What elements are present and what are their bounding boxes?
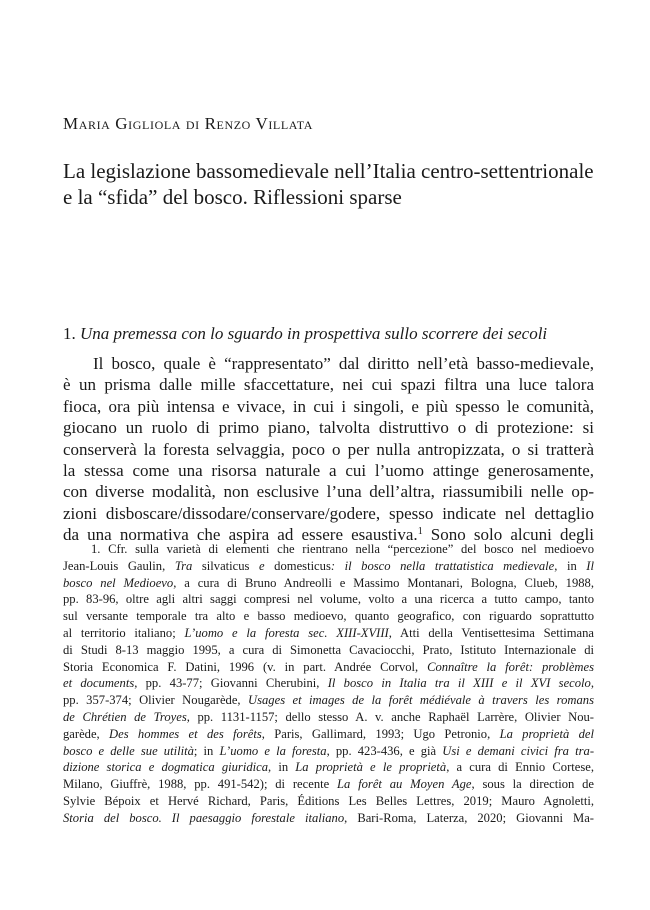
footnote-line — [63, 726, 594, 743]
footnote-line — [63, 541, 594, 558]
footnote-run: 1. Cfr. sulla varietà di elementi che rientrano nella “percezione” del bosco nel medioevo — [91, 542, 594, 556]
footnote-run: , Paris, Gallimard, 1993; Ugo Petronio, — [261, 726, 500, 741]
footnote-italic-run: La proprietà e le proprietà — [295, 760, 447, 775]
footnote-run: , in — [554, 558, 587, 573]
footnote-italic-run: et documents — [63, 676, 135, 691]
footnote-italic-run: Connaître la forêt: problèmes — [427, 659, 595, 674]
footnote-line — [63, 608, 594, 625]
body-line: con diverse modalità, non esclusive l’una dell’altra, riassumibili nelle op- — [63, 482, 594, 502]
footnote-line — [63, 692, 594, 709]
footnote-run: sul versante temporale tra alto e basso medioevo, quanto geografico, con riguardo soprattutto — [63, 609, 594, 624]
footnote-run: , sous la direction de — [471, 777, 594, 792]
footnote-line — [63, 575, 594, 592]
footnote-italic-run: Tra — [174, 558, 193, 573]
author-name: Maria Gigliola di Renzo Villata — [63, 114, 313, 133]
footnote-italic-run: La forêt au Moyen Age — [337, 777, 472, 792]
body-paragraph — [63, 353, 594, 546]
footnote-italic-run: bosco nel Medioevo — [63, 575, 174, 590]
footnote-line — [63, 776, 594, 793]
footnote-run: , Bari-Roma, Laterza, 2020; Giovanni Ma- — [344, 810, 594, 825]
footnote-line — [63, 675, 594, 692]
footnote-run: , a cura di Ennio Cortese, — [446, 760, 594, 775]
footnote-italic-run: Il bosco in Italia tra il XIII e il XVI secolo — [327, 676, 591, 691]
footnote-run: ; in — [193, 743, 220, 758]
footnote-line — [63, 591, 594, 608]
footnote-italic-run: L’uomo e la foresta sec. XIII-XVIII — [184, 625, 389, 640]
footnote-run: Milano, Giuffrè, 1988, pp. 491-542); di recente — [63, 777, 338, 792]
footnote-line — [63, 709, 594, 726]
footnote-italic-run: : il bosco nella trattatistica medievale — [330, 558, 555, 573]
footnote-run: , pp. 1131-1157; dello stesso A. v. anche Raphaël Larrère, Olivier Nou- — [186, 709, 594, 724]
footnote-italic-run: e — [259, 558, 265, 573]
body-line: è un prisma dalle mille sfaccettature, nei cui spazi filtra una luce talora — [63, 375, 594, 395]
footnote-italic-run: L’uomo e la foresta — [219, 743, 327, 758]
footnote-run: al territorio italiano; — [63, 625, 185, 640]
footnote-italic-run: dizione storica e dogmatica giuridica — [63, 760, 268, 775]
footnote-line — [63, 625, 594, 642]
footnote-run: garède, — [63, 726, 110, 741]
footnote — [63, 541, 594, 827]
footnote-line — [63, 659, 594, 676]
footnote-line — [63, 642, 594, 659]
footnote-run: , — [590, 676, 594, 691]
footnote-run: pp. 357-374; Olivier Nougarède, — [63, 693, 249, 708]
footnote-run: domesticus — [264, 558, 331, 573]
footnote-run: , Atti della Ventisettesima Settimana — [388, 625, 594, 640]
footnote-run: , pp. 423-436, e già — [326, 743, 443, 758]
footnote-run: , a cura di Bruno Andreolli e Massimo Montanari, Bologna, Clueb, 1988, — [173, 575, 594, 590]
footnote-italic-run: Il — [586, 558, 594, 573]
body-line: la stessa come una risorsa naturale a cui l’uomo attinge generosamente, — [63, 460, 594, 480]
section-heading — [63, 324, 547, 344]
body-line-tail: Sono solo alcuni degli — [422, 525, 594, 545]
article-title-line: La legislazione bassomedievale nell’Italia centro-settentrionale — [63, 159, 594, 183]
footnote-run: Jean-Louis Gaulin, — [63, 558, 175, 573]
footnote-run: pp. 83-96, oltre agli altri saggi compresi nel volume, volto a una ricerca a tutto campo, tanto — [63, 592, 594, 607]
footnote-italic-run: Des hommes et des forêts — [109, 726, 262, 741]
body-line: fioca, ora più intensa e vivace, in cui i singoli, e più spesso le comunità, — [63, 396, 594, 416]
section-number: 1. — [63, 324, 76, 343]
footnote-run: silvaticus — [192, 558, 260, 573]
footnote-italic-run: de Chrétien de Troyes — [63, 709, 187, 724]
footnote-run: Sylvie Bépoix et Hervé Richard, Paris, Éditions Les Belles Lettres, 2019; Mauro Agnoletti, — [63, 793, 594, 808]
footnote-run: , in — [268, 760, 296, 775]
footnote-line — [63, 810, 594, 827]
footnote-italic-run: Storia del bosco. Il paesaggio forestale italiano — [63, 810, 345, 825]
body-line: giocano un ruolo di primo piano, talvolta distruttivo o di protezione: si — [63, 418, 594, 438]
body-line: conserverà la foresta selvaggia, poco o per nulla antropizzata, o si tratterà — [63, 439, 594, 459]
footnote-line — [63, 793, 594, 810]
footnote-line — [63, 743, 594, 760]
footnote-line — [63, 558, 594, 575]
footnote-italic-run: La proprietà del — [499, 726, 594, 741]
footnote-run: Storia Economica F. Datini, 1996 (v. in part. Andrée Corvol, — [63, 659, 428, 674]
body-line-text: da una normativa che aspira ad essere esaustiva. — [63, 525, 418, 545]
footnote-line — [63, 759, 594, 776]
footnote-italic-run: Usi e demani civici fra tra- — [442, 743, 595, 758]
footnote-reference[interactable]: 1 — [417, 526, 423, 538]
footnote-italic-run: bosco e delle sue utilità — [63, 743, 194, 758]
article-title-line: e la “sfida” del bosco. Riflessioni sparse — [63, 185, 402, 209]
footnote-run: , pp. 43-77; Giovanni Cherubini, — [134, 676, 328, 691]
body-line: Il bosco, quale è “rappresentato” dal diritto nell’età basso-medievale, — [93, 354, 594, 373]
footnote-run: di Studi 8-13 maggio 1995, a cura di Simonetta Cavaciocchi, Prato, Istituto Internazionale di — [63, 642, 594, 657]
body-line: zioni disboscare/dissodare/conservare/godere, spesso indicate nel dettaglio — [63, 503, 594, 523]
footnote-italic-run: Usages et images de la forêt médiévale à travers les romans — [248, 693, 594, 708]
section-title: Una premessa con lo sguardo in prospettiva sullo scorrere dei secoli — [80, 324, 548, 343]
article-title — [63, 158, 593, 210]
